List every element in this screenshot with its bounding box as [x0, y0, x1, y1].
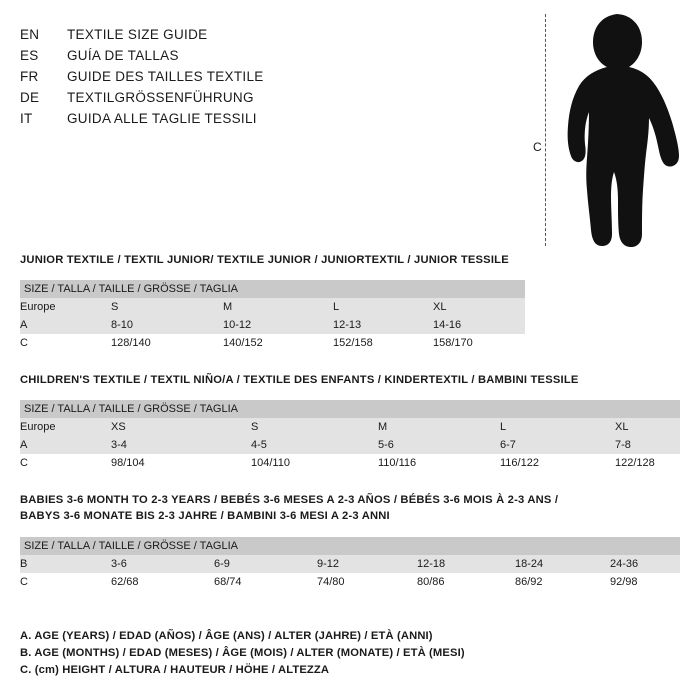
cell: 152/158 [333, 334, 433, 352]
section-title-children: CHILDREN'S TEXTILE / TEXTIL NIÑO/A / TEXTILE DES ENFANTS / KINDERTEXTIL / BAMBINI TESSILE [20, 374, 579, 386]
cell: 5-6 [378, 436, 500, 454]
table-header-label: SIZE / TALLA / TAILLE / GRÖSSE / TAGLIA [20, 400, 680, 418]
legend-item-age-years: A. AGE (YEARS) / EDAD (AÑOS) / ÂGE (ANS) / ALTER (JAHRE) / ETÀ (ANNI) [20, 630, 433, 642]
cell: 86/92 [515, 573, 610, 591]
table-row [20, 573, 680, 591]
cell: XL [433, 298, 525, 316]
cell: 3-4 [111, 436, 251, 454]
row-label: Europe [20, 298, 111, 316]
table-row [20, 454, 680, 472]
children-size-table [20, 400, 680, 472]
language-title: GUIDA ALLE TAGLIE TESSILI [67, 111, 257, 126]
cell: 68/74 [214, 573, 317, 591]
cell: S [251, 418, 378, 436]
cell: L [333, 298, 433, 316]
section-title-junior: JUNIOR TEXTILE / TEXTIL JUNIOR/ TEXTILE JUNIOR / JUNIORTEXTIL / JUNIOR TESSILE [20, 254, 509, 266]
language-row [20, 66, 440, 87]
table-row [20, 555, 680, 573]
height-measure-label: C [533, 140, 542, 154]
cell: 12-13 [333, 316, 433, 334]
cell: 80/86 [417, 573, 515, 591]
legend-item-height: C. (cm) HEIGHT / ALTURA / HAUTEUR / HÖHE / ALTEZZA [20, 664, 330, 676]
cell: 9-12 [317, 555, 417, 573]
table-row [20, 436, 680, 454]
cell: 18-24 [515, 555, 610, 573]
cell: S [111, 298, 223, 316]
legend-block [20, 628, 680, 679]
cell: 98/104 [111, 454, 251, 472]
cell: 110/116 [378, 454, 500, 472]
child-silhouette-icon [555, 8, 695, 250]
row-label: B [20, 555, 111, 573]
section-title-babies-line1: BABIES 3-6 MONTH TO 2-3 YEARS / BEBÉS 3-6 MESES A 2-3 AÑOS / BÉBÉS 3-6 MOIS À 2-3 ANS / [20, 494, 559, 506]
cell: 74/80 [317, 573, 417, 591]
table-header-row [20, 537, 680, 555]
cell: 6-7 [500, 436, 615, 454]
cell: 140/152 [223, 334, 333, 352]
legend-item-age-months: B. AGE (MONTHS) / EDAD (MESES) / ÂGE (MOIS) / ALTER (MONATE) / ETÀ (MESI) [20, 647, 465, 659]
cell: M [223, 298, 333, 316]
cell: 158/170 [433, 334, 525, 352]
height-measurement-figure [520, 8, 695, 253]
language-title: GUÍA DE TALLAS [67, 48, 179, 63]
section-title-babies [20, 492, 680, 524]
table-row [20, 418, 680, 436]
language-title: TEXTILE SIZE GUIDE [67, 27, 208, 42]
language-code: DE [20, 90, 40, 105]
cell: 7-8 [615, 436, 680, 454]
language-row [20, 24, 440, 45]
language-code: FR [20, 69, 39, 84]
row-label: A [20, 436, 111, 454]
cell: XS [111, 418, 251, 436]
language-title-block [20, 24, 440, 129]
cell: L [500, 418, 615, 436]
height-dashed-line [545, 14, 546, 246]
table-header-row [20, 280, 525, 298]
language-row [20, 45, 440, 66]
junior-size-table [20, 280, 525, 352]
language-code: IT [20, 111, 33, 126]
babies-size-table [20, 537, 680, 591]
language-title: TEXTILGRÖSSENFÜHRUNG [67, 90, 254, 105]
language-row [20, 87, 440, 108]
cell: 4-5 [251, 436, 378, 454]
table-row [20, 316, 525, 334]
language-title: GUIDE DES TAILLES TEXTILE [67, 69, 264, 84]
cell: 6-9 [214, 555, 317, 573]
language-row [20, 108, 440, 129]
table-header-row [20, 400, 680, 418]
cell: 122/128 [615, 454, 680, 472]
table-row [20, 298, 525, 316]
section-title-babies-line2: BABYS 3-6 MONATE BIS 2-3 JAHRE / BAMBINI 3-6 MESI A 2-3 ANNI [20, 510, 390, 522]
language-code: EN [20, 27, 40, 42]
cell: 14-16 [433, 316, 525, 334]
cell: 10-12 [223, 316, 333, 334]
row-label: C [20, 454, 111, 472]
row-label: C [20, 573, 111, 591]
table-row [20, 334, 525, 352]
row-label: Europe [20, 418, 111, 436]
cell: 12-18 [417, 555, 515, 573]
table-header-label: SIZE / TALLA / TAILLE / GRÖSSE / TAGLIA [20, 280, 525, 298]
cell: 3-6 [111, 555, 214, 573]
cell: 92/98 [610, 573, 680, 591]
cell: 8-10 [111, 316, 223, 334]
cell: 128/140 [111, 334, 223, 352]
row-label: C [20, 334, 111, 352]
cell: XL [615, 418, 680, 436]
cell: 104/110 [251, 454, 378, 472]
cell: M [378, 418, 500, 436]
cell: 24-36 [610, 555, 680, 573]
table-header-label: SIZE / TALLA / TAILLE / GRÖSSE / TAGLIA [20, 537, 680, 555]
row-label: A [20, 316, 111, 334]
cell: 116/122 [500, 454, 615, 472]
cell: 62/68 [111, 573, 214, 591]
language-code: ES [20, 48, 39, 63]
